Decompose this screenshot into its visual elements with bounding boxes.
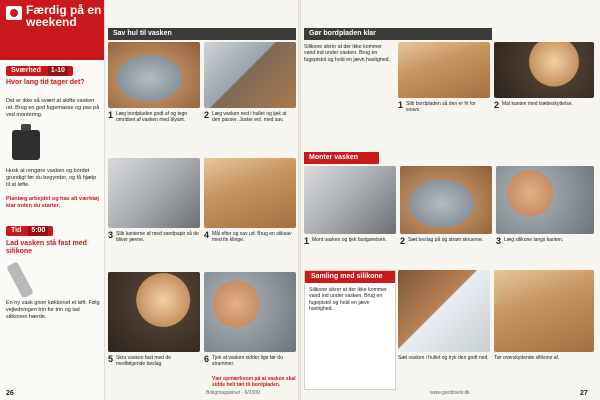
difficulty-value: 1-10 xyxy=(48,66,68,76)
step-2-text: Læg vasken ned i hullet og tjek at den passer. Juster evt. med sav. xyxy=(212,111,287,123)
adhesive-bottle-icon xyxy=(12,130,40,160)
step-1-text: Læg bordpladen godt af og tegn omridset af vasken med blyant. xyxy=(116,111,188,123)
step-3-number: 3 xyxy=(108,230,114,240)
mount-step-2-text: Sæt beslag på og stram skruerne. xyxy=(408,237,484,243)
section-heading-mount-text: Monter vasken xyxy=(309,154,359,161)
silicone-step-2-photo xyxy=(494,270,594,352)
right-step-2-number: 2 xyxy=(494,100,500,110)
section-heading-mount xyxy=(304,152,379,164)
right-step-2-photo xyxy=(494,42,594,98)
section-saw-hole xyxy=(108,28,296,40)
step-3-photo xyxy=(108,158,200,228)
brand-logo-icon xyxy=(6,6,22,20)
silicone-step-1-text: Sæt vasken i hullet og tryk den godt ned. xyxy=(398,355,489,361)
lead-body-3: En ny vask giver køkkenet et løft. Følg vejledningen trin for trin og lad silikonen hærde. xyxy=(6,300,100,320)
mount-step-2-number: 2 xyxy=(400,236,406,246)
right-step-1-text: Slib bordpladen så den er fri for snavs. xyxy=(406,101,476,113)
lead-heading-2: Lad vasken stå fast med silikone xyxy=(6,240,87,255)
right-step-1-photo xyxy=(398,42,490,98)
section-prepare xyxy=(304,28,492,40)
tip-note: Planlæg arbejdet og hav alt værktøj klar inden du starter. xyxy=(6,196,99,209)
step-4-photo xyxy=(204,158,296,228)
section-heading-saw: Sav hul til vasken xyxy=(108,28,296,40)
step-3-text: Slib kanterne af med sandpapir så de bliver jævne. xyxy=(116,231,199,243)
section-mount xyxy=(304,152,598,164)
silicone-tube-icon xyxy=(6,261,33,298)
step-6-text: Tjek at vasken sidder lige før du strammer. xyxy=(212,355,283,367)
right-step-1-number: 1 xyxy=(398,100,404,110)
time-label: Tid xyxy=(11,227,22,234)
time-tag xyxy=(6,226,53,236)
step-6-number: 6 xyxy=(204,354,210,364)
step-5-photo xyxy=(108,272,200,352)
footer-right: www.gorditselv.dk xyxy=(430,390,470,396)
silicone-step-2-text: Tør overskydende silikone af. xyxy=(494,355,560,361)
step-5-number: 5 xyxy=(108,354,114,364)
brand-banner xyxy=(0,0,104,60)
silicone-box-heading: Samling med silikone xyxy=(305,271,395,283)
mount-step-1-text: Mont vasken og tjek fastgørelsen. xyxy=(312,237,387,243)
step-6-photo xyxy=(204,272,296,352)
mount-step-1-photo xyxy=(304,166,396,234)
left-sidebar xyxy=(0,0,105,400)
lead-body-2: Husk at rengøre vasken og bordet grundigt før du begynder, og få hjælp til at løfte. xyxy=(6,168,97,188)
step-1-photo xyxy=(108,42,200,108)
lead-body: Det er ikke så svært at skifte vasken ud. Brug en god fugemasse og pas på ved montering. xyxy=(6,98,100,118)
time-value: 5:00 xyxy=(28,226,48,236)
mount-step-2-photo xyxy=(400,166,492,234)
prepare-body: Silikone sikrer at der ikke kommer vand ind under vasken. Brug en fugepistol og hold en jævn hastighed. xyxy=(304,44,390,63)
silicone-step-1-photo xyxy=(398,270,490,352)
lead-heading: Hvor lang tid tager det? xyxy=(6,79,85,86)
difficulty-label: Sværhed xyxy=(11,67,41,74)
step-4-text: Mål efter og sav ud. Brug en stiksav med fin klinge. xyxy=(212,231,292,243)
callout-note: Vær opmærksom på at vasken skal sidde helt tæt til bordpladen. xyxy=(212,376,296,388)
page-number-right: 27 xyxy=(580,390,588,397)
step-4-number: 4 xyxy=(204,230,210,240)
page-number-left: 26 xyxy=(6,390,14,397)
silicone-box-body: Silikone sikrer at der ikke kommer vand ind under vasken. Brug en fugepistol og hold en jævn hastighed. xyxy=(309,287,387,312)
step-5-text: Skru vasken fast med de medfølgende beslag. xyxy=(116,355,172,367)
mount-step-3-text: Læg silikone langs kanten. xyxy=(504,237,564,243)
mount-step-3-number: 3 xyxy=(496,236,502,246)
footer-left: Boligmagasinet · 6/2009 xyxy=(206,390,260,396)
step-2-number: 2 xyxy=(204,110,210,120)
section-heading-prepare: Gør bordpladen klar xyxy=(304,28,492,40)
right-step-2-text: Mal kanten med træbeskyttelse. xyxy=(502,101,573,107)
mount-step-3-photo xyxy=(496,166,594,234)
page-fold xyxy=(298,0,301,400)
brand-title: Færdig på en weekend xyxy=(26,3,102,29)
difficulty-tag xyxy=(6,66,73,76)
step-1-number: 1 xyxy=(108,110,114,120)
silicone-box xyxy=(304,270,396,390)
step-2-photo xyxy=(204,42,296,108)
mount-step-1-number: 1 xyxy=(304,236,310,246)
